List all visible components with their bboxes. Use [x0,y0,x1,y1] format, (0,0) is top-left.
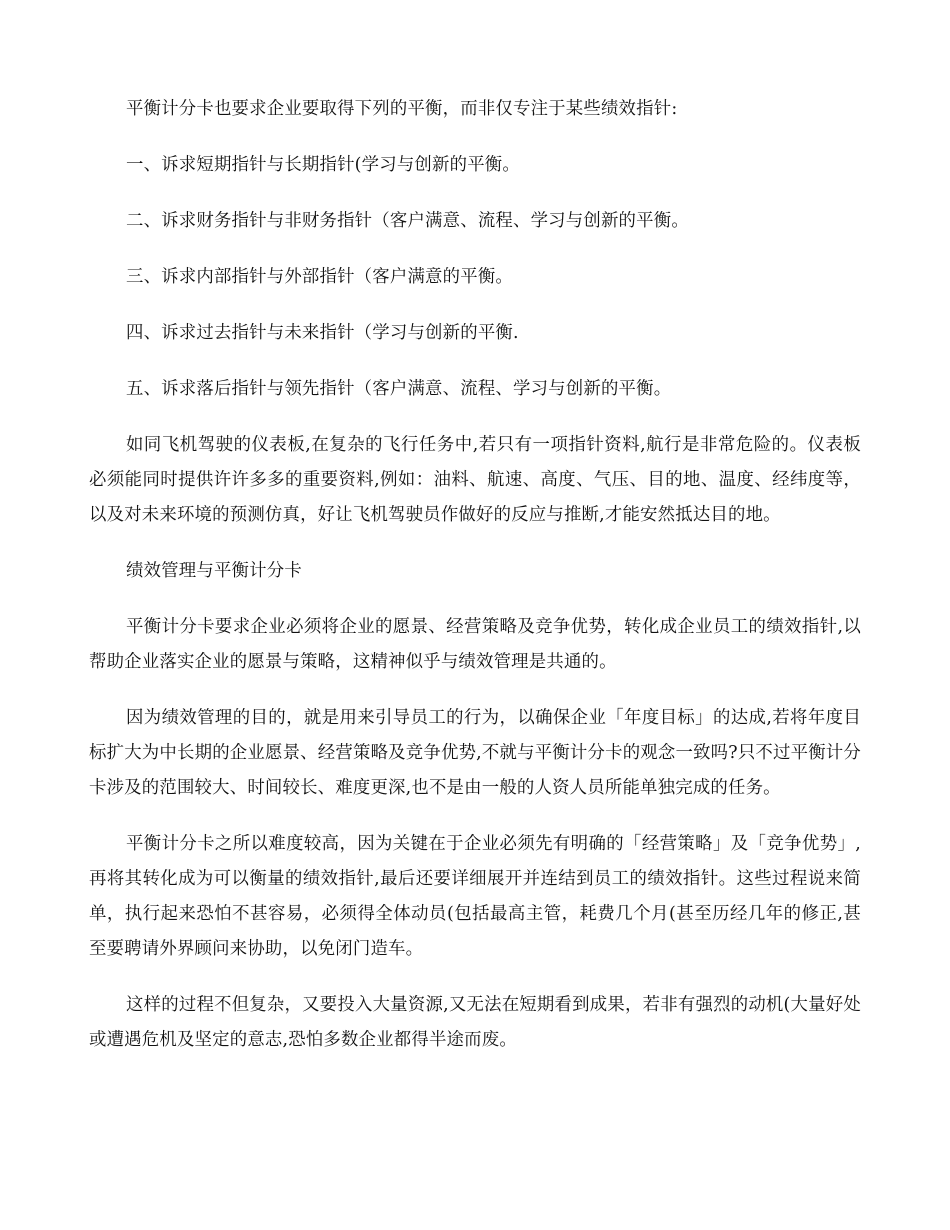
body-paragraph: 因为绩效管理的目的，就是用来引导员工的行为，以确保企业「年度目标」的达成,若将年度目标扩大为中长期的企业愿景、经营策略及竞争优势,不就与平衡计分卡的观念一致吗?只不过平衡计分卡涉及的范围较大、时间较长、难度更深,也不是由一般的人资人员所能单独完成的任务。 [89,708,861,798]
balance-item-5: 五、诉求落后指针与领先指针（客户满意、流程、学习与创新的平衡。 [126,379,672,399]
balance-item-3: 三、诉求内部指针与外部指针（客户满意的平衡。 [126,267,513,287]
body-paragraph: 这样的过程不但复杂，又要投入大量资源,又无法在短期看到成果，若非有强烈的动机(大量好处或遭遇危机及坚定的意志,恐怕多数企业都得半途而废。 [89,995,861,1050]
section-heading: 绩效管理与平衡计分卡 [126,561,302,581]
balance-item-2: 二、诉求财务指针与非财务指针（客户满意、流程、学习与创新的平衡。 [126,211,689,231]
body-paragraph: 平衡计分卡之所以难度较高，因为关键在于企业必须先有明确的「经营策略」及「竞争优势」,再将其转化成为可以衡量的绩效指针,最后还要详细展开并连结到员工的绩效指针。这些过程说来简单，执行起来恐怕不甚容易，必须得全体动员(包括最高主管，耗费几个月(甚至历经几年的修正,甚至要聘请外界顾问来协助，以免闭门造车。 [89,834,861,959]
balance-item-4: 四、诉求过去指针与未来指针（学习与创新的平衡. [126,323,519,343]
document-body [89,92,861,1079]
balance-item-1: 一、诉求短期指针与长期指针(学习与创新的平衡。 [126,155,520,175]
intro-paragraph: 平衡计分卡也要求企业要取得下列的平衡，而非仅专注于某些绩效指针: [126,99,678,119]
dashboard-analogy-paragraph: 如同飞机驾驶的仪表板,在复杂的飞行任务中,若只有一项指针资料,航行是非常危险的。仪表板必须能同时提供许许多多的重要资料,例如：油料、航速、高度、气压、目的地、温度、经纬度等，以及对未来环境的预测仿真，好让飞机驾驶员作做好的反应与推断,才能安然抵达目的地。 [89,435,861,525]
body-paragraph: 平衡计分卡要求企业必须将企业的愿景、经营策略及竞争优势，转化成企业员工的绩效指针,以帮助企业落实企业的愿景与策略，这精神似乎与绩效管理是共通的。 [89,617,861,672]
